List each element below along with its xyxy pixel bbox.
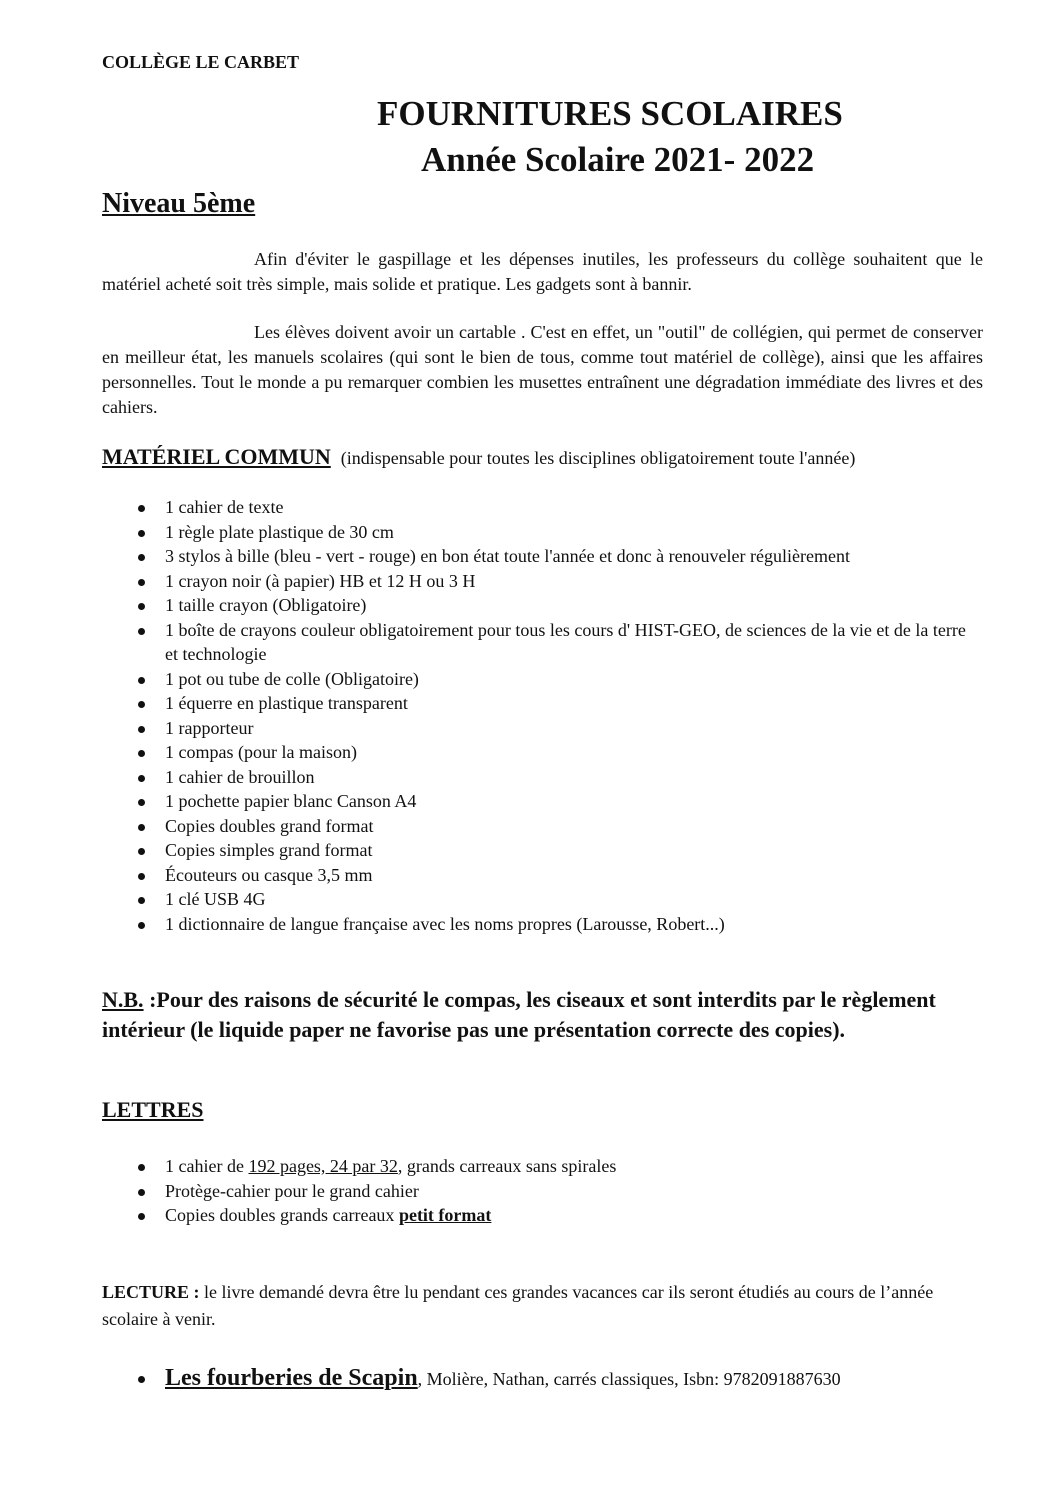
lecture-paragraph [102, 1279, 982, 1333]
bullet-icon [138, 701, 145, 708]
intro-paragraph-1: Afin d'éviter le gaspillage et les dépenses inutiles, les professeurs du collège souhaitent que le matériel acheté soit très simple, mais solide et pratique. Les gadgets sont à bannir. [102, 249, 983, 294]
level-heading: Niveau 5ème [102, 188, 256, 219]
school-year: Année Scolaire 2021- 2022 [421, 140, 815, 179]
document-title: FOURNITURES SCOLAIRES [377, 94, 843, 133]
bullet-icon [138, 579, 145, 586]
list-item: 1 équerre en plastique transparent [0, 691, 975, 716]
list-item: 1 rapporteur [0, 716, 975, 741]
lecture-text: le livre demandé devra être lu pendant ces grandes vacances car ils seront étudiés au cours de l’année scolaire à venir. [102, 1282, 934, 1329]
list-item: Écouteurs ou casque 3,5 mm [0, 863, 975, 888]
book-title: Les fourberies de Scapin [165, 1365, 418, 1391]
bullet-icon [138, 750, 145, 757]
note-text: :Pour des raisons de sécurité le compas, les ciseaux et sont interdits par le règlement intérieur (le liquide paper ne favorise pas une présentation correcte des copies). [102, 987, 936, 1042]
bullet-icon [138, 505, 145, 512]
list-item: 1 cahier de texte [0, 495, 975, 520]
bullet-icon [138, 1189, 145, 1196]
intro-paragraph-2: Les élèves doivent avoir un cartable . C'est en effet, un "outil" de collégien, qui permet de conserver en meilleur état, les manuels scolaires (qui sont le bien de tous, comme tout matériel de collège), ainsi que les affaires personnelles. Tout le monde a pu remarquer combien les musettes entraînent une dégradation immédiate des livres et des cahiers. [102, 322, 983, 417]
list-item: 1 cahier de 192 pages, 24 par 32, grands carreaux sans spirales [0, 1154, 1000, 1179]
list-item: 1 clé USB 4G [0, 887, 975, 912]
list-item: 1 boîte de crayons couleur obligatoirement pour tous les cours d' HIST-GEO, de sciences de la vie et de la terre et technologie [0, 618, 975, 667]
list-item: Copies doubles grand format [0, 814, 975, 839]
bullet-icon [138, 848, 145, 855]
lettres-heading: LETTRES [102, 1097, 204, 1122]
bullet-icon [138, 530, 145, 537]
common-section-note: (indispensable pour toutes les disciplines obligatoirement toute l'année) [340, 448, 856, 468]
list-item: 1 taille crayon (Obligatoire) [0, 593, 975, 618]
bullet-icon [138, 897, 145, 904]
common-supplies-list [0, 495, 1000, 936]
bullet-icon [138, 628, 145, 635]
list-item: 1 crayon noir (à papier) HB et 12 H ou 3 H [0, 569, 975, 594]
book-details: , Molière, Nathan, carrés classiques, Isbn: 9782091887630 [417, 1369, 841, 1389]
bullet-icon [138, 775, 145, 782]
list-item: 1 compas (pour la maison) [0, 740, 975, 765]
safety-note [102, 985, 1002, 1045]
list-item: 1 dictionnaire de langue française avec les noms propres (Larousse, Robert...) [0, 912, 975, 937]
lecture-label: LECTURE : [102, 1282, 200, 1302]
bullet-icon [138, 603, 145, 610]
list-item [0, 1363, 1000, 1394]
common-section-title: MATÉRIEL COMMUN [102, 444, 331, 469]
school-name: COLLÈGE LE CARBET [102, 52, 300, 72]
bullet-icon [138, 824, 145, 831]
bullet-icon [138, 1164, 145, 1171]
list-item: 1 cahier de brouillon [0, 765, 975, 790]
list-item: Protège-cahier pour le grand cahier [0, 1179, 1000, 1204]
bullet-icon [138, 1213, 145, 1220]
list-item: 3 stylos à bille (bleu - vert - rouge) en bon état toute l'année et donc à renouveler régulièrement [0, 544, 975, 569]
bullet-icon [138, 677, 145, 684]
list-item: Copies doubles grands carreaux petit format [0, 1203, 1000, 1228]
bullet-icon [138, 799, 145, 806]
reading-list [0, 1363, 1000, 1394]
bullet-icon [138, 922, 145, 929]
note-label: N.B. [102, 987, 144, 1012]
bullet-icon [138, 873, 145, 880]
list-item: 1 pochette papier blanc Canson A4 [0, 789, 975, 814]
bullet-icon [138, 726, 145, 733]
bullet-icon [138, 554, 145, 561]
common-section-header [102, 444, 855, 470]
list-item: 1 pot ou tube de colle (Obligatoire) [0, 667, 975, 692]
list-item: 1 règle plate plastique de 30 cm [0, 520, 975, 545]
list-item: Copies simples grand format [0, 838, 975, 863]
lettres-supplies-list [0, 1154, 1000, 1228]
bullet-icon [138, 1376, 145, 1383]
